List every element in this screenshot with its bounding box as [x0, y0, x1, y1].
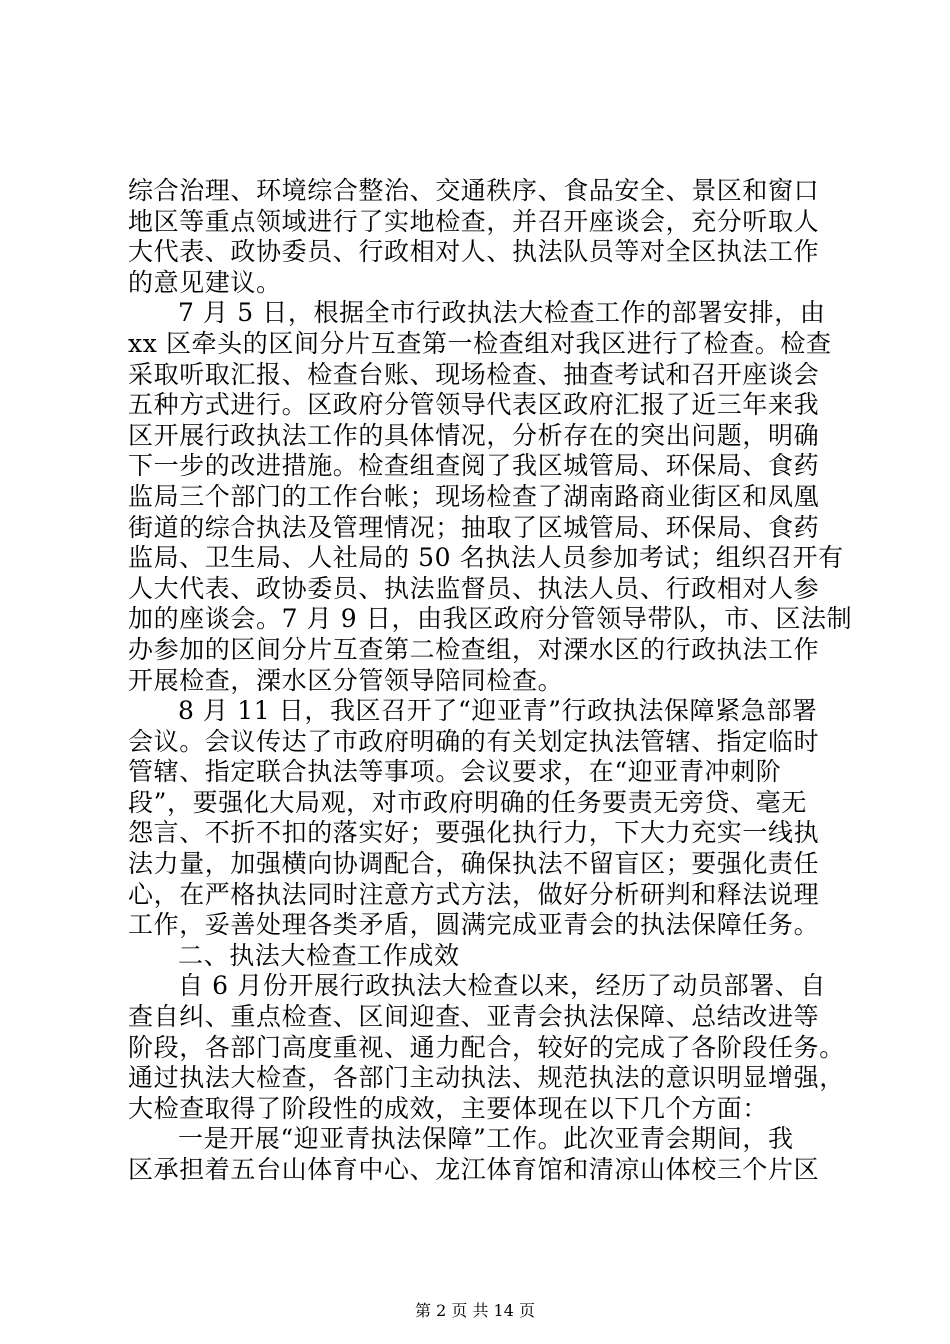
body-text [128, 176, 853, 1186]
text-line: 办参加的区间分片互查第二检查组，对溧水区的行政执法工作 [128, 634, 820, 664]
text-line: 加的座谈会。7 月 9 日，由我区政府分管领导带队，市、区法制 [128, 604, 853, 634]
page-footer [0, 1301, 950, 1321]
text-line: xx 区牵头的区间分片互查第一检查组对我区进行了检查。检查 [128, 328, 832, 358]
text-line: 阶段，各部门高度重视、通力配合，较好的完成了各阶段任务。 [128, 1032, 845, 1062]
text-line: 监局三个部门的工作台帐；现场检查了湖南路商业街区和凤凰 [128, 481, 820, 511]
text-line: 通过执法大检查，各部门主动执法、规范执法的意识明显增强， [128, 1063, 845, 1093]
page-number-label: 第 2 页 共 14 页 [415, 1301, 535, 1320]
text-line: 下一步的改进措施。检查组查阅了我区城管局、环保局、食药 [128, 451, 820, 481]
text-line: 大代表、政协委员、行政相对人、执法队员等对全区执法工作 [128, 237, 820, 267]
text-line: 查自纠、重点检查、区间迎查、亚青会执法保障、总结改进等 [128, 1002, 820, 1032]
paragraph-first-line: 7 月 5 日，根据全市行政执法大检查工作的部署安排，由 [178, 298, 826, 328]
text-line: 的意见建议。 [128, 267, 282, 297]
text-line: 心，在严格执法同时注意方式方法，做好分析研判和释法说理 [128, 879, 820, 909]
text-line: 段”，要强化大局观，对市政府明确的任务要责无旁贷、毫无 [128, 787, 807, 817]
text-line: 管辖、指定联合执法等事项。会议要求，在“迎亚青冲刺阶 [128, 757, 782, 787]
text-line: 区承担着五台山体育中心、龙江体育馆和清凉山体校三个片区 [128, 1155, 820, 1184]
paragraph-first-line: 8 月 11 日，我区召开了“迎亚青”行政执法保障紧急部署 [178, 696, 818, 726]
section-heading: 二、执法大检查工作成效 [178, 940, 460, 970]
text-line: 区开展行政执法工作的具体情况，分析存在的突出问题，明确 [128, 420, 820, 450]
text-line: 地区等重点领域进行了实地检查，并召开座谈会，充分听取人 [128, 206, 820, 236]
text-line: 工作，妥善处理各类矛盾，圆满完成亚青会的执法保障任务。 [128, 910, 820, 940]
text-line: 监局、卫生局、人社局的 50 名执法人员参加考试；组织召开有 [128, 543, 844, 573]
text-line: 采取听取汇报、检查台账、现场检查、抽查考试和召开座谈会 [128, 359, 820, 389]
text-line: 人大代表、政协委员、执法监督员、执法人员、行政相对人参 [128, 573, 820, 603]
paragraph-first-line: 自 6 月份开展行政执法大检查以来，经历了动员部署、自 [178, 971, 827, 1001]
text-line: 法力量，加强横向协调配合，确保执法不留盲区；要强化责任 [128, 849, 820, 879]
text-line: 怨言、不折不扣的落实好；要强化执行力，下大力充实一线执 [128, 818, 820, 848]
text-line: 开展检查，溧水区分管领导陪同检查。 [128, 665, 564, 695]
text-line: 会议。会议传达了市政府明确的有关划定执法管辖、指定临时 [128, 726, 820, 756]
text-line: 大检查取得了阶段性的成效，主要体现在以下几个方面： [128, 1093, 769, 1123]
text-line: 五种方式进行。区政府分管领导代表区政府汇报了近三年来我 [128, 390, 820, 420]
paragraph-first-line: 一是开展“迎亚青执法保障”工作。此次亚青会期间，我 [178, 1124, 794, 1154]
text-line: 综合治理、环境综合整治、交通秩序、食品安全、景区和窗口 [128, 176, 820, 205]
text-line: 街道的综合执法及管理情况；抽取了区城管局、环保局、食药 [128, 512, 820, 542]
